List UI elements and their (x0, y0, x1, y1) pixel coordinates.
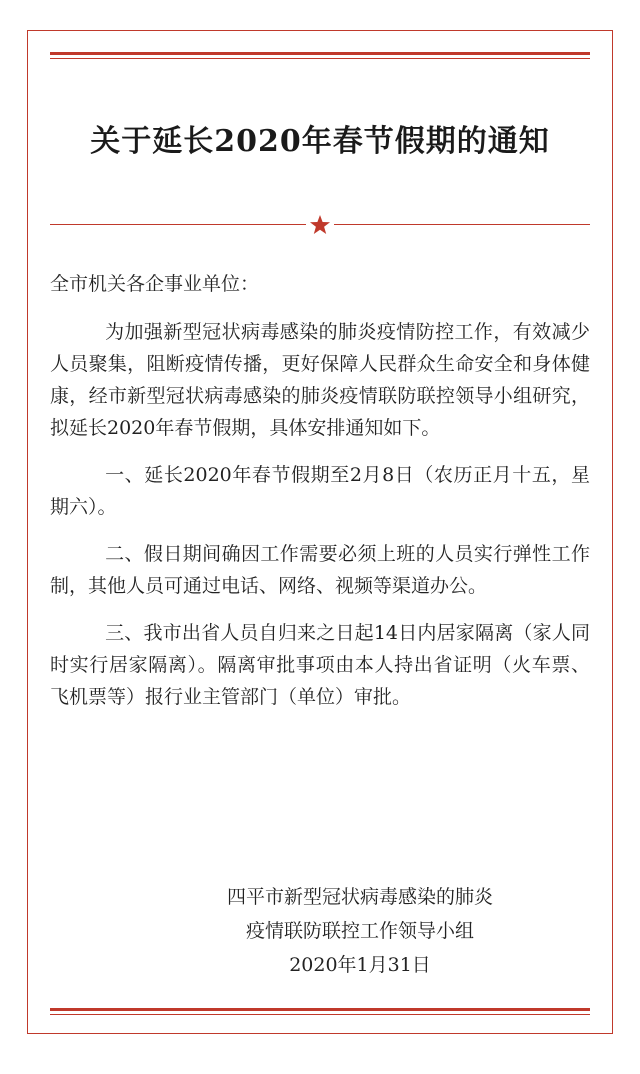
divider-line-right (334, 224, 590, 225)
paragraph-item-2: 二、假日期间确因工作需要必须上班的人员实行弹性工作制，其他人员可通过电话、网络、视频等渠道办公。 (50, 543, 590, 597)
bottom-double-rule (50, 1008, 590, 1017)
signature-date: 2020年1月31日 (289, 954, 431, 976)
page-title: 关于延长2020年春节假期的通知 (90, 124, 550, 159)
paragraph-item-3: 三、我市出省人员自归来之日起14日内居家隔离（家人同时实行居家隔离）。隔离审批事项由本人持出省证明（火车票、飞机票等）报行业主管部门（单位）审批。 (50, 622, 590, 708)
divider-line-left (50, 224, 306, 225)
signature-org-line2: 疫情联防联控工作领导小组 (245, 920, 474, 942)
paragraph-item-1: 一、延长2020年春节假期至2月8日（农历正月十五，星期六）。 (50, 464, 590, 518)
star-divider (50, 214, 590, 236)
paragraph-intro: 为加强新型冠状病毒感染的肺炎疫情防控工作，有效减少人员聚集，阻断疫情传播，更好保障人民群众生命安全和身体健康，经市新型冠状病毒感染的肺炎疫情联防联控领导小组研究，拟延长2020年春节假期，具体安排通知如下。 (50, 321, 590, 439)
notice-body (50, 316, 590, 728)
star-icon (309, 214, 331, 236)
top-double-rule (50, 52, 590, 61)
signature-block (180, 880, 540, 982)
signature-org-line1: 四平市新型冠状病毒感染的肺炎 (226, 886, 493, 908)
salutation: 全市机关各企事业单位： (50, 273, 260, 295)
